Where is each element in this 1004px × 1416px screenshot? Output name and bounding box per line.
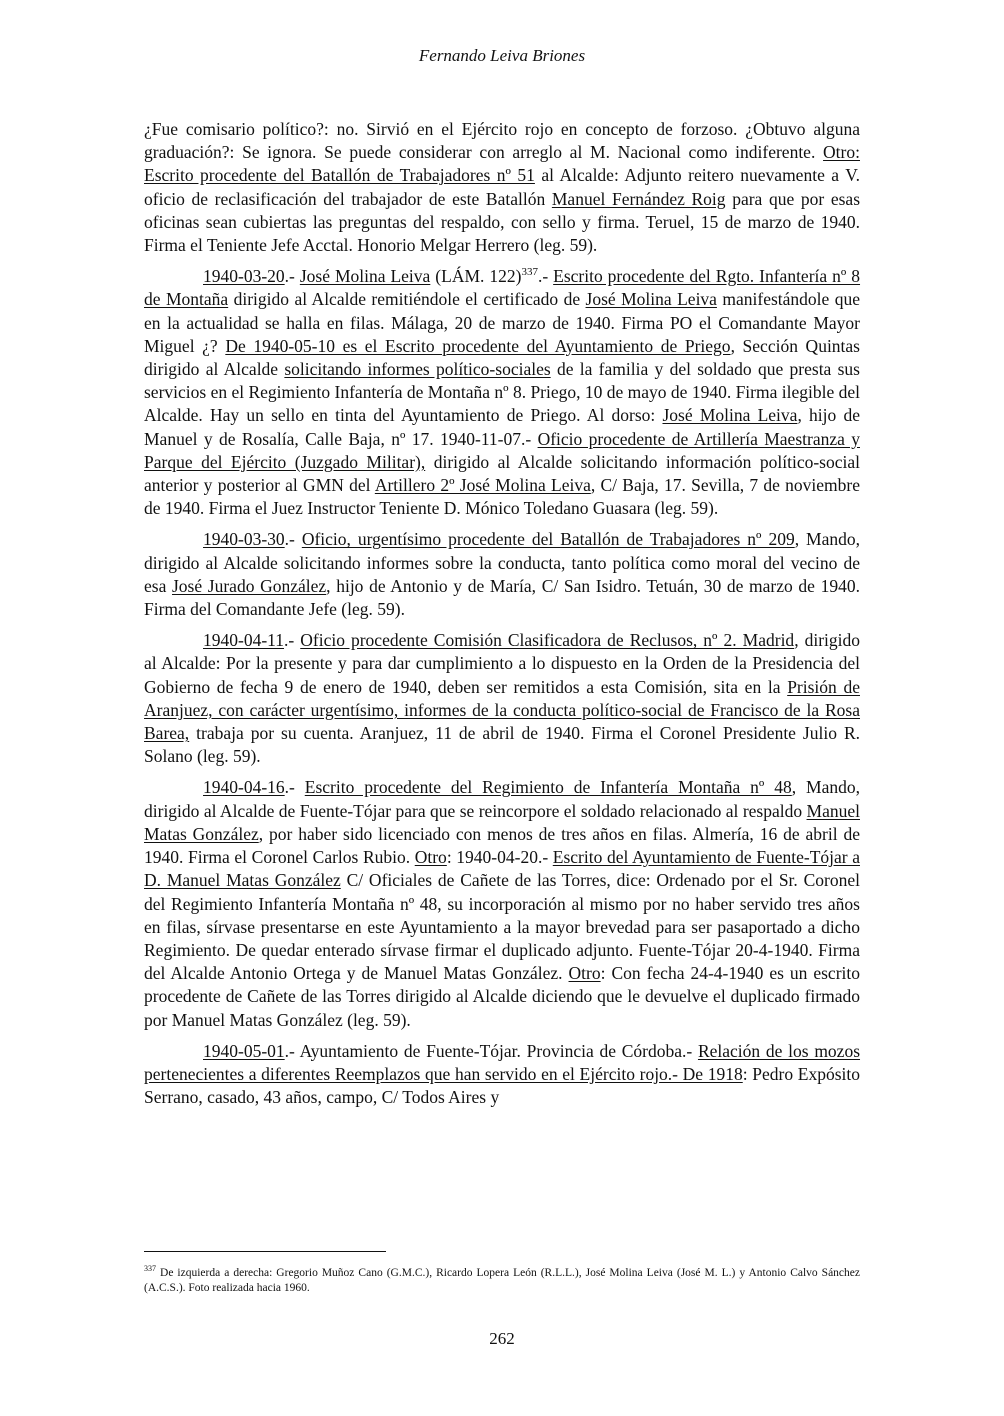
underlined-name: Manuel Matas González bbox=[144, 800, 860, 844]
body-text bbox=[144, 118, 860, 1117]
underlined-reference: Escrito procedente del Rgto. Infantería nº 8 de Montaña bbox=[144, 266, 861, 310]
text-run: ¿Fue comisario político?: no. Sirvió en el Ejército rojo en concepto de forzoso. ¿Obtuvo alguna graduación?: Se ignora. Se puede considerar con arreglo al M. Nacional como indiferente. bbox=[144, 119, 860, 163]
paragraph-6 bbox=[144, 1040, 860, 1110]
underlined-name: José Molina Leiva bbox=[299, 266, 431, 287]
text-run: .- bbox=[284, 529, 302, 550]
running-header: Fernando Leiva Briones bbox=[418, 46, 586, 65]
text-run: trabaja por su cuenta. Aranjuez, 11 de abril de 1940. Firma el Coronel Presidente Julio R. Solano (leg. 59). bbox=[144, 723, 860, 767]
text-run: , por haber sido licenciado con menos de tres años en filas. Almería, 16 de abril de 1940. Firma el Coronel Carlos Rubio. bbox=[144, 823, 860, 868]
text-run: , C/ Baja, 17. Sevilla, 7 de noviembre de 1940. Firma el Juez Instructor Teniente D. Mónico Toledano Guasara (leg. 59). bbox=[144, 475, 860, 519]
text-run: .- bbox=[537, 266, 554, 287]
underlined-reference: Oficio procedente de Artillería Maestranza y Parque del Ejército (Juzgado Militar), bbox=[144, 428, 860, 472]
text-run: , hijo de Manuel y de Rosalía, Calle Baja, nº 17. 1940-11-07.- bbox=[144, 405, 860, 449]
text-run: , Sección Quintas dirigido al Alcalde bbox=[144, 335, 860, 380]
footnote bbox=[144, 1266, 860, 1296]
underlined-reference: Oficio procedente Comisión Clasificadora de Reclusos, nº 2. Madrid bbox=[300, 630, 795, 651]
text-run: (LÁM. 122) bbox=[430, 266, 522, 287]
underlined-name: José Jurado González bbox=[172, 575, 327, 596]
text-run: , Mando, dirigido al Alcalde solicitando informes sobre la conducta, tanto política como moral del vecino de esa bbox=[144, 529, 860, 596]
entry-date: 1940-03-20 bbox=[203, 266, 285, 287]
footnote-text: De izquierda a derecha: Gregorio Muñoz Cano (G.M.C.), Ricardo Lopera León (R.L.L.), José Molina Leiva (José M. L.) y Antonio Calvo Sánchez (A.C.S.). Foto realizada hacia 1960. bbox=[144, 1267, 860, 1294]
underlined-name: José Molina Leiva bbox=[585, 289, 717, 310]
paragraph-3 bbox=[144, 528, 860, 621]
text-run: dirigido al Alcalde remitiéndole el certificado de bbox=[228, 289, 586, 310]
text-run: : Con fecha 24-4-1940 es un escrito procedente de Cañete de las Torres dirigido al Alcalde diciendo que le devuelve el duplicado firmado por Manuel Matas González (leg. 59). bbox=[144, 963, 860, 1030]
underlined-reference: Otro bbox=[414, 847, 447, 868]
text-run: para que por esas oficinas sean cubiertas las preguntas del respaldo, con sello y firma. Teruel, 15 de marzo de 1940. Firma el Teniente Jefe Acctal. Honorio Melgar Herrero (leg. 59). bbox=[144, 188, 860, 256]
underlined-reference: Otro: Escrito procedente del Batallón de Trabajadores nº 51 bbox=[144, 142, 860, 186]
text-run: : Pedro Expósito Serrano, casado, 43 años, campo, C/ Todos Aires y bbox=[144, 1063, 860, 1108]
underlined-reference: Escrito procedente del Regimiento de Infantería Montaña nº 48 bbox=[304, 777, 792, 798]
text-run: de la familia y del soldado que presta sus servicios en el Regimiento Infantería de Montaña nº 8. Priego, 10 de mayo de 1940. Firma ilegible del Alcalde. Hay un sello en tinta del Ayuntamiento de Priego. Al dorso: bbox=[144, 359, 860, 426]
page-number: 262 bbox=[489, 1329, 515, 1348]
text-run: .- bbox=[284, 266, 300, 287]
footnote-marker: 337 bbox=[521, 266, 538, 279]
text-run: al Alcalde: Adjunto reitero nuevamente a V. oficio de reclasificación del trabajador de este Batallón bbox=[144, 165, 860, 209]
footnote-separator bbox=[144, 1251, 386, 1252]
text-run: dirigido al Alcalde solicitando información político-social anterior y posterior al GMN del bbox=[144, 451, 860, 496]
underlined-reference: Oficio, urgentísimo procedente del Batallón de Trabajadores nº 209 bbox=[301, 529, 795, 550]
underlined-reference: De 1940-05-10 es el Escrito procedente del Ayuntamiento de Priego bbox=[225, 335, 731, 356]
text-run: .- Ayuntamiento de Fuente-Tójar. Provincia de Córdoba.- bbox=[284, 1040, 698, 1061]
text-run: .- bbox=[284, 777, 305, 798]
footnote-number: 337 bbox=[144, 1264, 156, 1274]
entry-date: 1940-04-11 bbox=[203, 630, 285, 651]
underlined-reference: Escrito del Ayuntamiento de Fuente-Tójar a D. Manuel Matas González bbox=[144, 847, 860, 891]
underlined-reference: solicitando informes político-sociales bbox=[284, 359, 551, 380]
paragraph-4 bbox=[144, 629, 860, 768]
underlined-reference: Relación de los mozos pertenecientes a diferentes Reemplazos que han servido en el Ejército rojo.- De 1918 bbox=[144, 1040, 861, 1084]
entry-date: 1940-03-30 bbox=[203, 529, 285, 550]
text-run: , Mando, dirigido al Alcalde de Fuente-Tójar para que se reincorpore el soldado relacionado al respaldo bbox=[144, 777, 860, 821]
entry-date: 1940-05-01 bbox=[203, 1040, 285, 1061]
paragraph-5 bbox=[144, 776, 860, 1031]
underlined-name: Manuel Fernández Roig bbox=[551, 188, 726, 209]
text-run: , hijo de Antonio y de María, C/ San Isidro. Tetuán, 30 de marzo de 1940. Firma del Comandante Jefe (leg. 59). bbox=[144, 575, 860, 620]
text-run: .- bbox=[284, 630, 301, 651]
underlined-reference: Otro bbox=[568, 963, 601, 984]
underlined-name: Artillero 2º José Molina Leiva bbox=[374, 475, 591, 496]
text-run: C/ Oficiales de Cañete de las Torres, dice: Ordenado por el Sr. Coronel del Regimiento Infantería Montaña nº 48, su incorporación al mismo por no haber servido tres años en filas, sírvase presentarse en este Ayuntamiento a la mayor brevedad para ser pasaportado a dicho Regimiento. De quedar enterado sírvase firmar el duplicado adjunto. Fuente-Tójar 20-4-1940. Firma del Alcalde Antonio Ortega y de Manuel Matas González. bbox=[144, 870, 860, 984]
underlined-reference: Prisión de Aranjuez, con carácter urgentísimo, informes de la conducta político-social de Francisco de la Rosa Barea, bbox=[144, 676, 860, 744]
text-run: , dirigido al Alcalde: Por la presente y para dar cumplimiento a lo dispuesto en la Orden de la Presidencia del Gobierno de fecha 9 de enero de 1940, deben ser remitidos a esta Comisión, sita en la bbox=[144, 630, 861, 697]
paragraph-2 bbox=[144, 265, 860, 520]
text-run: manifestándole que en la actualidad se halla en filas. Málaga, 20 de marzo de 1940. Firma PO el Comandante Mayor Miguel ¿? bbox=[144, 289, 860, 356]
underlined-name: José Molina Leiva bbox=[662, 405, 798, 426]
paragraph-1 bbox=[144, 118, 860, 257]
entry-date: 1940-04-16 bbox=[203, 777, 285, 798]
text-run: : 1940-04-20.- bbox=[446, 847, 553, 868]
